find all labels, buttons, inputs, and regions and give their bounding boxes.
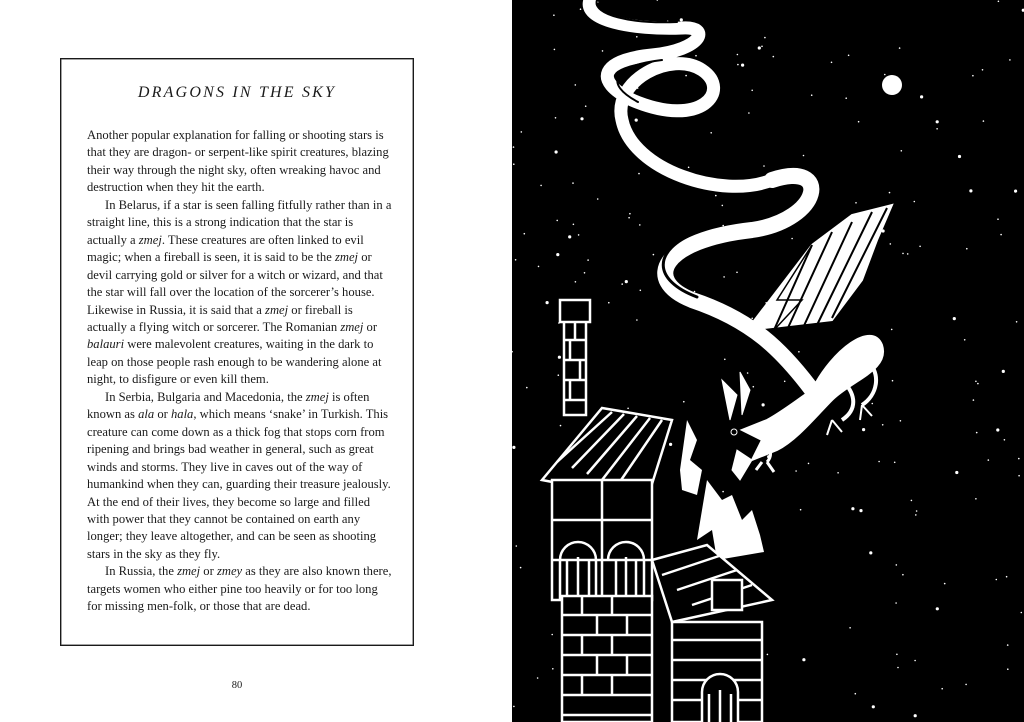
star: [748, 112, 750, 114]
star: [773, 56, 775, 58]
star: [811, 94, 813, 96]
italic-term: ala: [138, 407, 155, 422]
star: [722, 225, 724, 227]
star: [1018, 475, 1020, 477]
star: [558, 374, 560, 376]
star: [627, 408, 629, 410]
star: [639, 224, 641, 226]
star: [915, 514, 917, 516]
star: [762, 403, 765, 406]
star: [911, 500, 913, 502]
star: [737, 54, 739, 56]
star: [800, 509, 802, 511]
text-run: , which means ‘snake’ in Turkish. This creature can come down as a thick fog that stops corn from ripening and brings bad weather in general, such as great winds and storms. They live in caves out of the way of humankind when they can, guarding their treasure jealously. At the end of their lives, they become so large and filled with power that they cannot be contained on earth any longer; they leave altogether, and can be seen as shooting stars in the sky as they fly.: [87, 407, 391, 561]
star: [761, 46, 763, 48]
star: [575, 84, 577, 86]
star: [1014, 190, 1017, 193]
italic-term: zmej: [177, 564, 201, 579]
star: [621, 283, 623, 285]
star: [568, 235, 571, 238]
star: [972, 75, 974, 77]
italic-term: zmej: [305, 389, 329, 404]
text-run: In Belarus, if a star is seen falling fitfully rather than in a straight line, this is a strong indication that the star is actually a: [87, 197, 392, 247]
star: [941, 688, 943, 690]
moon-icon: [882, 75, 902, 95]
chapter-title: DRAGONS IN THE SKY: [137, 84, 337, 101]
star: [914, 660, 916, 662]
star: [890, 243, 892, 245]
star: [975, 498, 977, 500]
star: [669, 443, 672, 446]
star: [996, 428, 999, 431]
star: [741, 64, 744, 67]
star: [636, 36, 638, 38]
star: [1007, 644, 1009, 646]
star: [573, 224, 575, 226]
star: [837, 472, 839, 474]
star: [629, 213, 631, 215]
star: [964, 339, 966, 341]
paragraph: [87, 563, 393, 615]
star: [784, 381, 786, 383]
star: [537, 677, 539, 679]
italic-term: zmej: [334, 250, 359, 265]
star: [513, 706, 515, 708]
star: [683, 401, 685, 403]
text-run: is often known as: [87, 389, 370, 422]
star: [1004, 439, 1006, 441]
star: [975, 381, 977, 383]
star: [680, 18, 683, 21]
star: [798, 351, 800, 353]
star: [552, 668, 554, 670]
star: [848, 55, 850, 57]
star: [538, 266, 540, 268]
star: [747, 372, 749, 374]
star: [902, 574, 904, 576]
star: [862, 428, 865, 431]
star: [751, 90, 753, 92]
star: [558, 356, 561, 359]
star: [1000, 234, 1002, 236]
star: [597, 198, 599, 200]
star: [602, 50, 604, 52]
star: [555, 150, 558, 153]
star: [608, 302, 610, 304]
star: [515, 259, 517, 261]
star: [1007, 668, 1009, 670]
star: [584, 272, 586, 274]
star: [982, 69, 984, 71]
star: [551, 634, 553, 636]
star: [998, 0, 1000, 2]
star: [851, 507, 854, 510]
star: [764, 37, 766, 39]
star: [896, 564, 898, 566]
star: [795, 470, 797, 472]
star: [1021, 612, 1023, 614]
text-run: . These creatures are often linked to evil magic; when a fireball is seen, it is said to be the: [87, 232, 364, 265]
paragraph: [87, 389, 393, 564]
star: [540, 185, 542, 187]
star: [763, 165, 765, 167]
star: [997, 218, 999, 220]
star: [722, 491, 724, 493]
star: [736, 272, 738, 274]
text-run: as they are also known there, targets women who either pine too heavily or for too long for missing men-folk, or those that are dead.: [87, 564, 392, 614]
star: [988, 459, 990, 461]
text-run: or: [363, 319, 378, 334]
star: [858, 121, 860, 123]
star: [653, 254, 655, 256]
star: [554, 49, 556, 51]
star: [902, 253, 904, 255]
star: [640, 290, 642, 292]
star: [636, 319, 638, 321]
star: [914, 201, 916, 203]
star: [546, 301, 549, 304]
star: [859, 509, 862, 512]
star: [628, 217, 630, 219]
star: [695, 55, 697, 57]
star: [845, 97, 847, 99]
star: [513, 146, 515, 148]
star: [894, 462, 896, 464]
star: [919, 246, 921, 248]
star: [936, 120, 939, 123]
body-text: [87, 127, 393, 616]
star: [758, 46, 761, 49]
star: [855, 202, 857, 204]
star: [965, 684, 967, 686]
text-run: In Russia, the: [105, 564, 178, 579]
star: [572, 182, 574, 184]
star: [694, 291, 696, 293]
italic-term: zmey: [216, 564, 243, 579]
star: [553, 14, 555, 16]
star: [936, 607, 939, 610]
star: [1002, 370, 1005, 373]
star: [983, 120, 985, 122]
star: [578, 234, 580, 236]
star: [556, 253, 559, 256]
star: [855, 693, 857, 695]
italic-term: balauri: [87, 337, 125, 352]
star: [976, 432, 978, 434]
star: [587, 259, 589, 261]
text-run: or: [154, 407, 171, 422]
star: [1006, 576, 1008, 578]
star: [512, 446, 515, 449]
text-run: In Serbia, Bulgaria and Macedonia, the: [105, 389, 306, 404]
star: [688, 167, 690, 169]
star: [625, 280, 628, 283]
star: [1009, 59, 1011, 61]
star: [895, 602, 897, 604]
paragraph: [87, 197, 393, 389]
star: [936, 128, 938, 130]
star: [635, 119, 638, 122]
text-run: or fireball is actually a flying witch or sorcerer. The Romanian: [87, 302, 353, 334]
star: [889, 192, 891, 194]
star: [977, 383, 979, 385]
star: [955, 471, 958, 474]
star: [580, 8, 582, 10]
star: [737, 64, 739, 66]
star: [892, 380, 894, 382]
star: [884, 74, 886, 76]
italic-term: zmej: [138, 232, 162, 247]
star: [882, 424, 884, 426]
star: [1018, 458, 1020, 460]
star: [996, 579, 998, 581]
page-number: 80: [231, 680, 243, 691]
star: [723, 276, 725, 278]
star: [715, 195, 717, 197]
star: [896, 654, 898, 656]
text-run: were malevolent creatures, waiting in the dark to leap on those people rash enough to be wandering alone at night, to disfigure or even kill them.: [87, 337, 382, 387]
star: [520, 567, 522, 569]
star: [872, 403, 874, 405]
italic-term: zmej: [340, 319, 364, 334]
star: [1016, 321, 1018, 323]
star: [710, 132, 712, 134]
star: [944, 583, 946, 585]
star: [958, 155, 961, 158]
star: [900, 420, 902, 422]
italic-term: zmej: [265, 302, 289, 317]
star: [802, 658, 805, 661]
star: [580, 117, 583, 120]
star: [849, 627, 851, 629]
italic-term: hala: [170, 407, 194, 422]
star: [808, 463, 810, 465]
star: [585, 105, 587, 107]
star: [878, 461, 880, 463]
star: [916, 510, 918, 512]
star: [969, 189, 972, 192]
star: [751, 318, 753, 320]
star: [513, 163, 515, 165]
star: [753, 386, 755, 388]
star: [872, 705, 875, 708]
star: [521, 131, 523, 133]
star: [560, 425, 562, 427]
star: [575, 281, 577, 283]
star: [724, 359, 726, 361]
star: [901, 150, 903, 152]
star: [973, 399, 975, 401]
text-run: Another popular explanation for falling or shooting stars is that they are dragon- or serpent-like spirit creatures, blazing their way through the night sky, often wreaking havoc and destruction when they hit the earth.: [87, 128, 389, 195]
star: [920, 95, 923, 98]
star: [899, 47, 901, 49]
star: [869, 551, 872, 554]
star: [953, 317, 956, 320]
text-run: or devil carrying gold or silver for a witch or wizard, and that the star will fall over the location of the sorcerer’s house. Likewise in Russia, it is said that a: [87, 250, 383, 317]
star: [516, 545, 518, 547]
star: [803, 155, 805, 157]
star: [638, 173, 640, 175]
star: [891, 329, 893, 331]
star: [914, 714, 917, 717]
star: [526, 387, 528, 389]
star: [907, 253, 909, 255]
star: [966, 248, 968, 250]
star: [722, 205, 724, 207]
star: [555, 117, 557, 119]
star: [685, 75, 687, 77]
star: [791, 238, 793, 240]
star: [897, 667, 899, 669]
star: [556, 220, 558, 222]
star: [524, 233, 526, 235]
star: [767, 654, 769, 656]
text-run: or: [200, 564, 217, 579]
paragraph: [87, 127, 393, 197]
right-page-illustration: [512, 0, 1024, 722]
dragon-illustration: [512, 0, 1024, 722]
star: [831, 62, 833, 64]
